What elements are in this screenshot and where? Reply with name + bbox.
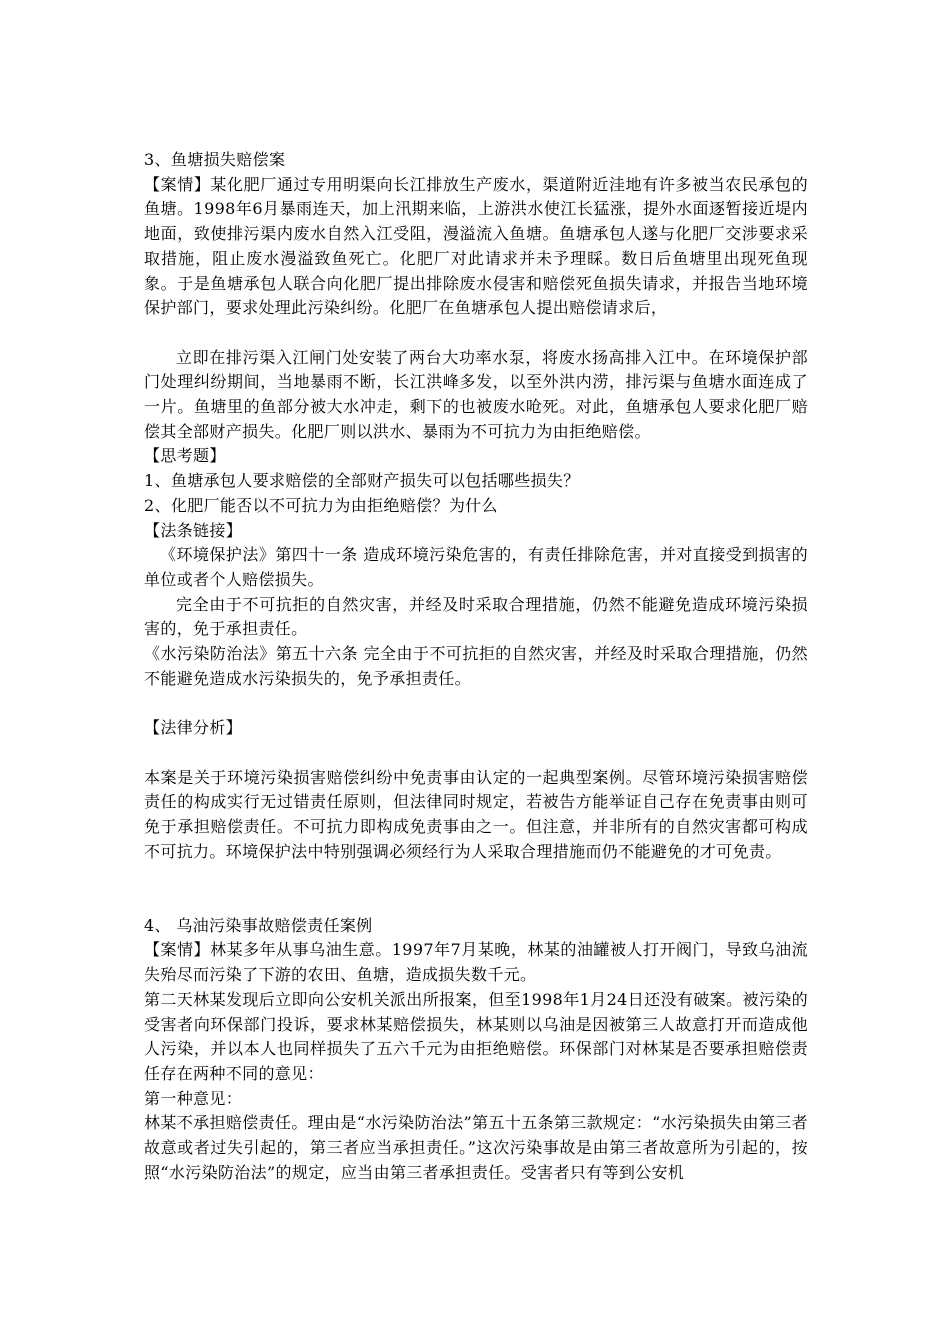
blank-line: [144, 864, 808, 889]
case4-facts-paragraph-2: 第二天林某发现后立即向公安机关派出所报案，但至1998年1月24日还没有破案。被污染的受害者向环保部门投诉，要求林某赔偿损失，林某则以乌油是因被第三人故意打开而造成他人污染，并以本人也同样损失了五六千元为由拒绝赔偿。环保部门对林某是否要承担赔偿责任存在两种不同的意见：: [144, 989, 808, 1083]
case3-facts-paragraph-1: 【案情】某化肥厂通过专用明渠向长江排放生产废水，渠道附近洼地有许多被当农民承包的鱼塘。1998年6月暴雨连天，加上汛期来临，上游洪水使江长猛涨，提外水面逐暂接近堤内地面，致使排污渠内废水自然入江受阻，漫溢流入鱼塘。鱼塘承包人遂与化肥厂交涉要求采取措施，阻止废水漫溢致鱼死亡。化肥厂对此请求并未予理睬。数日后鱼塘里出现死鱼现象。于是鱼塘承包人联合向化肥厂提出排除废水侵害和赔偿死鱼损失请求，并报告当地环境保护部门，要求处理此污染纠纷。化肥厂在鱼塘承包人提出赔偿请求后，: [144, 174, 808, 318]
blank-line: [144, 321, 808, 346]
blank-line: [144, 741, 808, 766]
case3-law-article-2: 《水污染防治法》第五十六条 完全由于不可抗拒的自然灾害，并经及时采取合理措施，仍然不能避免造成水污染损失的，免予承担责任。: [144, 644, 808, 688]
case3-analysis-text: 本案是关于环境污染损害赔偿纠纷中免责事由认定的一起典型案例。尽管环境污染损害赔偿责任的构成实行无过错责任原则，但法律同时规定，若被告方能举证自己存在免责事由则可免于承担赔偿责任。不可抗力即构成免责事由之一。但注意，并非所有的自然灾害都可构成不可抗力。环境保护法中特别强调必须经行为人采取合理措施而仍不能避免的才可免责。: [144, 767, 808, 861]
case3-question-1: 1、鱼塘承包人要求赔偿的全部财产损失可以包括哪些损失？: [144, 471, 580, 491]
case3-analysis-heading: 【法律分析】: [144, 718, 243, 738]
case4-facts-paragraph-1: 【案情】林某多年从事乌油生意。1997年7月某晚，林某的油罐被人打开阀门，导致乌油流失殆尽而污染了下游的农田、鱼塘，造成损失数千元。: [144, 940, 808, 985]
case3-title: 3、鱼塘损失赔偿案: [144, 150, 286, 169]
case3-question-2: 2、化肥厂能否以不可抗力为由拒绝赔偿？为什么: [144, 495, 498, 515]
document-page: [144, 148, 808, 1185]
case4-opinion-1-text: 林某不承担赔偿责任。理由是“水污染防治法”第五十五条第三款规定：“水污染损失由第三者故意或者过失引起的，第三者应当承担责任。”这次污染事故是由第三者故意所为引起的，按照“水污染防治法”的规定，应当由第三者承担责任。受害者只有等到公安机: [144, 1113, 808, 1182]
case3-law-heading: 【法条链接】: [144, 520, 243, 540]
case3-questions-heading: 【思考题】: [144, 446, 226, 466]
case4-title: 4、 乌油污染事故赔偿责任案例: [144, 915, 373, 935]
case3-law-article-1-clause-2: 完全由于不可抗拒的自然灾害，并经及时采取合理措施，仍然不能避免造成环境污染损害的，免于承担责任。: [144, 594, 808, 639]
case3-facts-paragraph-2: 立即在排污渠入江闸门处安装了两台大功率水泵，将废水扬高排入江中。在环境保护部门处理纠纷期间，当地暴雨不断，长江洪峰多发，以至外洪内涝，排污渠与鱼塘水面连成了一片。鱼塘里的鱼部分被大水冲走，剩下的也被废水呛死。对此，鱼塘承包人要求化肥厂赔偿其全部财产损失。化肥厂则以洪水、暴雨为不可抗力为由拒绝赔偿。: [144, 347, 808, 441]
blank-line: [144, 691, 808, 716]
case4-opinion-1-heading: 第一种意见：: [144, 1088, 243, 1108]
blank-line: [144, 889, 808, 914]
case3-law-article-1: 《环境保护法》第四十一条 造成环境污染危害的，有责任排除危害，并对直接受到损害的单位或者个人赔偿损失。: [144, 545, 808, 589]
